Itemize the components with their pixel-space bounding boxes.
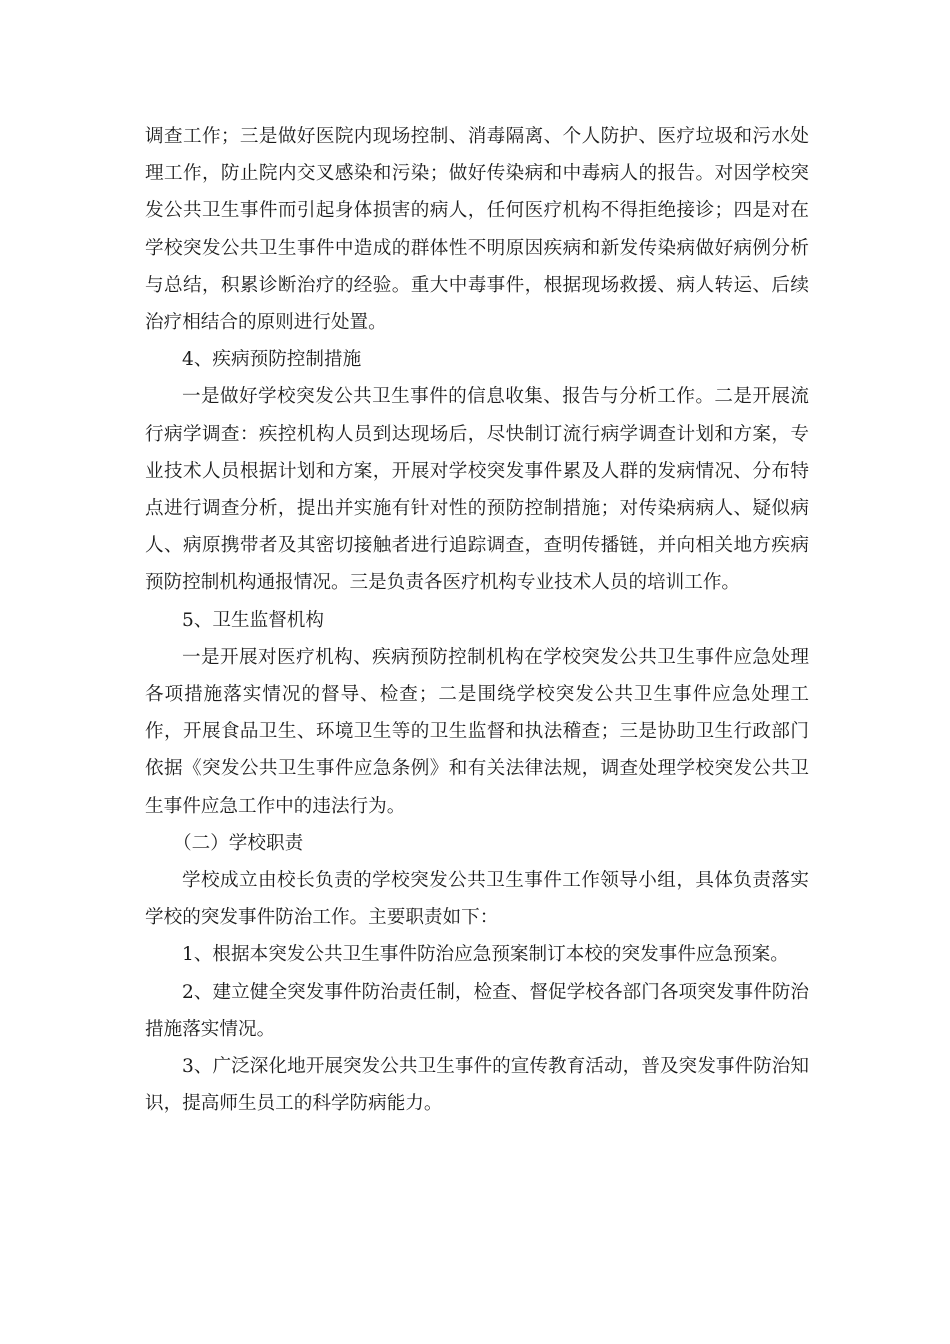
list-item-school-duty-3: 3、广泛深化地开展突发公共卫生事件的宣传教育活动，普及突发事件防治知识，提高师生员工的科学防病能力。 (145, 1056, 809, 1115)
document-body (145, 118, 809, 1122)
paragraph-school-leadership: 学校成立由校长负责的学校突发公共卫生事件工作领导小组，具体负责落实学校的突发事件防治工作。主要职责如下： (145, 870, 809, 929)
paragraph-disease-prevention: 一是做好学校突发公共卫生事件的信息收集、报告与分析工作。二是开展流行病学调查：疾控机构人员到达现场后，尽快制订流行病学调查计划和方案，专业技术人员根据计划和方案，开展对学校突发事件累及人群的发病情况、分布特点进行调查分析，提出并实施有针对性的预防控制措施；对传染病病人、疑似病人、病原携带者及其密切接触者进行追踪调查，查明传播链，并向相关地方疾病预防控制机构通报情况。三是负责各医疗机构专业技术人员的培训工作。 (145, 386, 809, 594)
paragraph-health-supervision: 一是开展对医疗机构、疾病预防控制机构在学校突发公共卫生事件应急处理各项措施落实情况的督导、检查；二是围绕学校突发公共卫生事件应急处理工作，开展食品卫生、环境卫生等的卫生监督和执法稽查；三是协助卫生行政部门依据《突发公共卫生事件应急条例》和有关法律法规，调查处理学校突发公共卫生事件应急工作中的违法行为。 (145, 646, 809, 817)
paragraph-continued-medical-duties: 调查工作；三是做好医院内现场控制、消毒隔离、个人防护、医疗垃圾和污水处理工作，防止院内交叉感染和污染；做好传染病和中毒病人的报告。对因学校突发公共卫生事件而引起身体损害的病人，任何医疗机构不得拒绝接诊；四是对在学校突发公共卫生事件中造成的群体性不明原因疾病和新发传染病做好病例分析与总结，积累诊断治疗的经验。重大中毒事件，根据现场救援、病人转运、后续治疗相结合的原则进行处置。 (145, 126, 809, 334)
section-heading-health-supervision: 5、卫生监督机构 (182, 609, 324, 631)
list-item-school-duty-1: 1、根据本突发公共卫生事件防治应急预案制订本校的突发事件应急预案。 (182, 944, 789, 966)
list-item-school-duty-2: 2、建立健全突发事件防治责任制，检查、督促学校各部门各项突发事件防治措施落实情况。 (145, 981, 809, 1040)
section-heading-disease-prevention: 4、疾病预防控制措施 (182, 349, 362, 371)
section-heading-school-duties: （二）学校职责 (173, 832, 304, 854)
